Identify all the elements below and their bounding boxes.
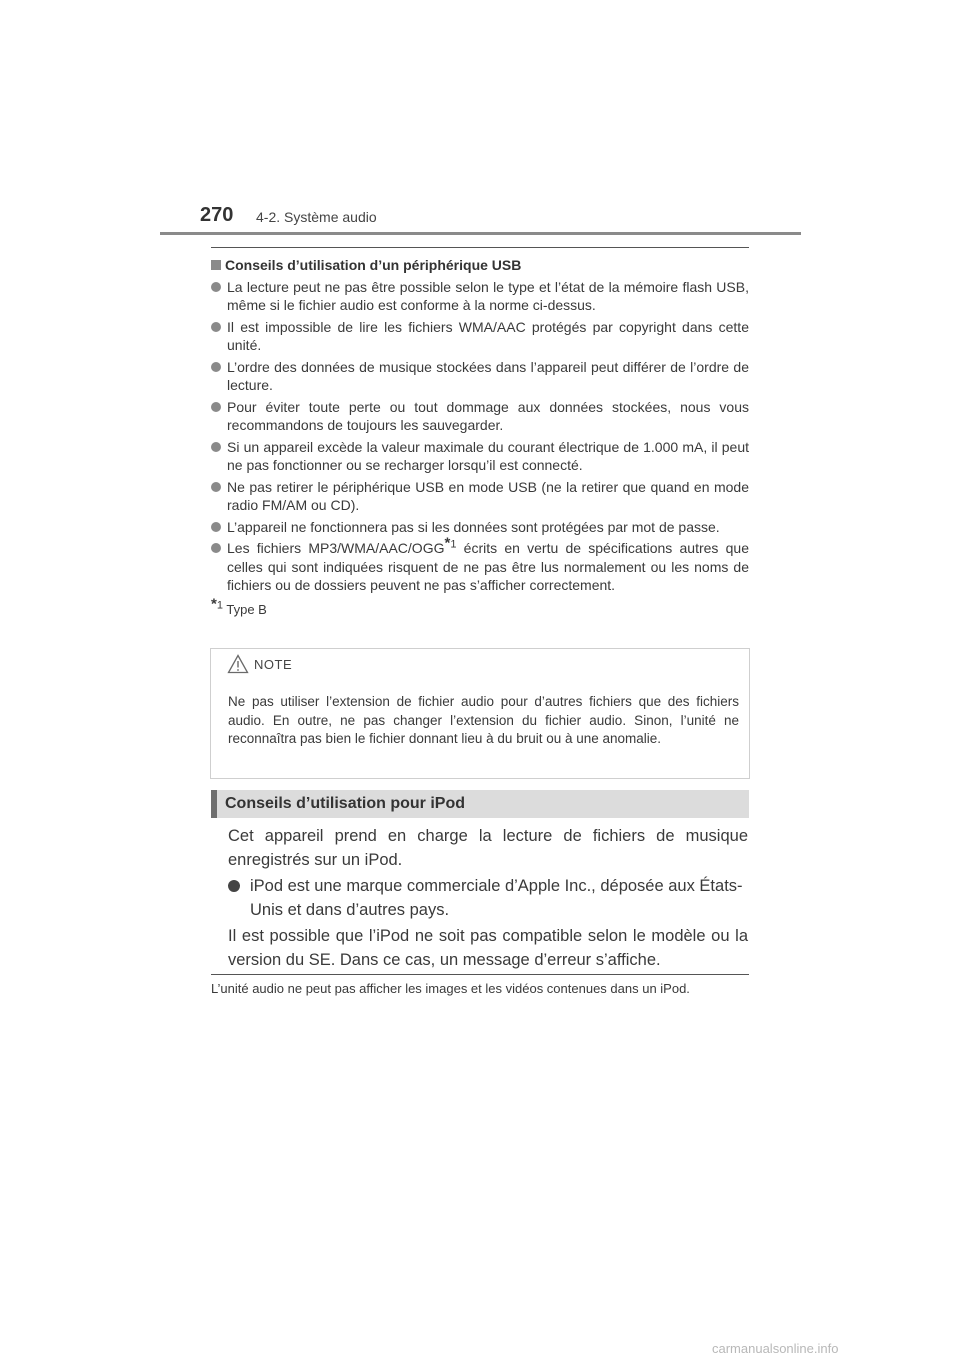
bottom-divider: [211, 974, 749, 975]
bullet-icon: [211, 522, 221, 532]
list-item: Si un appareil excède la valeur maximale du courant électrique de 1.000 mA, il peut ne pas fonctionner ou se recharger lorsqu’il est connecté.: [211, 438, 749, 475]
note-label: NOTE: [254, 656, 293, 672]
usb-tips-section: [211, 256, 749, 619]
ipod-section-body: [228, 825, 748, 975]
ipod-intro: Cet appareil prend en charge la lecture de fichiers de musique enregistrés sur un iPod.: [228, 827, 748, 869]
footnote-text: Type B: [226, 601, 267, 617]
bullet-icon: [211, 322, 221, 332]
bottom-note: L’unité audio ne peut pas afficher les images et les vidéos contenues dans un iPod.: [211, 981, 690, 996]
note-text: Ne pas utiliser l’extension de fichier audio pour d’autres fichiers que des fichiers audio. En outre, ne pas changer l’extension du fichier audio. Sinon, l’unité ne reconnaîtra pas bien le fichier donnant lieu à du bruit ou à une anomalie.: [228, 694, 739, 746]
bullet-icon: [211, 543, 221, 553]
bullet-icon: [211, 442, 221, 452]
footnote-star: *: [444, 534, 451, 552]
warning-triangle-icon: [227, 654, 249, 674]
note-header: [227, 654, 292, 674]
note-box: [210, 648, 750, 779]
list-item: L’appareil ne fonctionnera pas si les données sont protégées par mot de passe.: [211, 518, 749, 537]
footnote-number: 1: [450, 538, 457, 551]
square-bullet-icon: [211, 260, 221, 270]
ipod-section-title: Conseils d’utilisation pour iPod: [225, 795, 466, 812]
watermark: carmanualsonline.info: [712, 1341, 839, 1356]
bullet-icon: [228, 880, 240, 892]
footnote-star: *: [211, 595, 217, 613]
usb-tips-heading: [211, 256, 749, 275]
bullet-icon: [211, 282, 221, 292]
list-item: iPod est une marque commerciale d’Apple Inc., déposée aux États-Unis et dans d’autres pays.: [228, 875, 748, 922]
bullet-icon: [211, 362, 221, 372]
list-item: La lecture peut ne pas être possible selon le type et l’état de la mémoire flash USB, même si le fichier audio est conforme à la norme ci-dessus.: [211, 278, 749, 315]
section-title: 4-2. Système audio: [256, 209, 377, 225]
header-divider: [160, 232, 801, 235]
content-divider: [211, 247, 749, 248]
ipod-section-header: [211, 790, 749, 818]
list-item: Les fichiers MP3/WMA/AAC/OGG*$^1$ écrits en vertu de spécifications autres que celles qui sont indiquées risquent de ne pas être lus normalement ou les noms de fichiers ou de dossiers peuvent ne pas s’afficher correctement.: [211, 539, 749, 595]
page-number: 270: [200, 204, 234, 226]
list-item: Ne pas retirer le périphérique USB en mode USB (ne la retirer que quand en mode radio FM/AM ou CD).: [211, 478, 749, 515]
bullet-icon: [211, 482, 221, 492]
bullet-icon: [211, 402, 221, 412]
footnote: [211, 595, 749, 620]
list-item: L’ordre des données de musique stockées dans l’appareil peut différer de l’ordre de lecture.: [211, 358, 749, 395]
usb-tips-heading-text: Conseils d’utilisation d’un périphérique USB: [225, 257, 522, 273]
header-accent: [211, 790, 217, 818]
ipod-compatibility: Il est possible que l’iPod ne soit pas compatible selon le modèle ou la version du SE. Dans ce cas, un message d’erreur s’affiche.: [228, 927, 748, 969]
page-header: [200, 204, 800, 234]
footnote-number: 1: [216, 599, 223, 612]
list-item: Il est impossible de lire les fichiers WMA/AAC protégés par copyright dans cette unité.: [211, 318, 749, 355]
list-item: Pour éviter toute perte ou tout dommage aux données stockées, nous vous recommandons de toujours les sauvegarder.: [211, 398, 749, 435]
